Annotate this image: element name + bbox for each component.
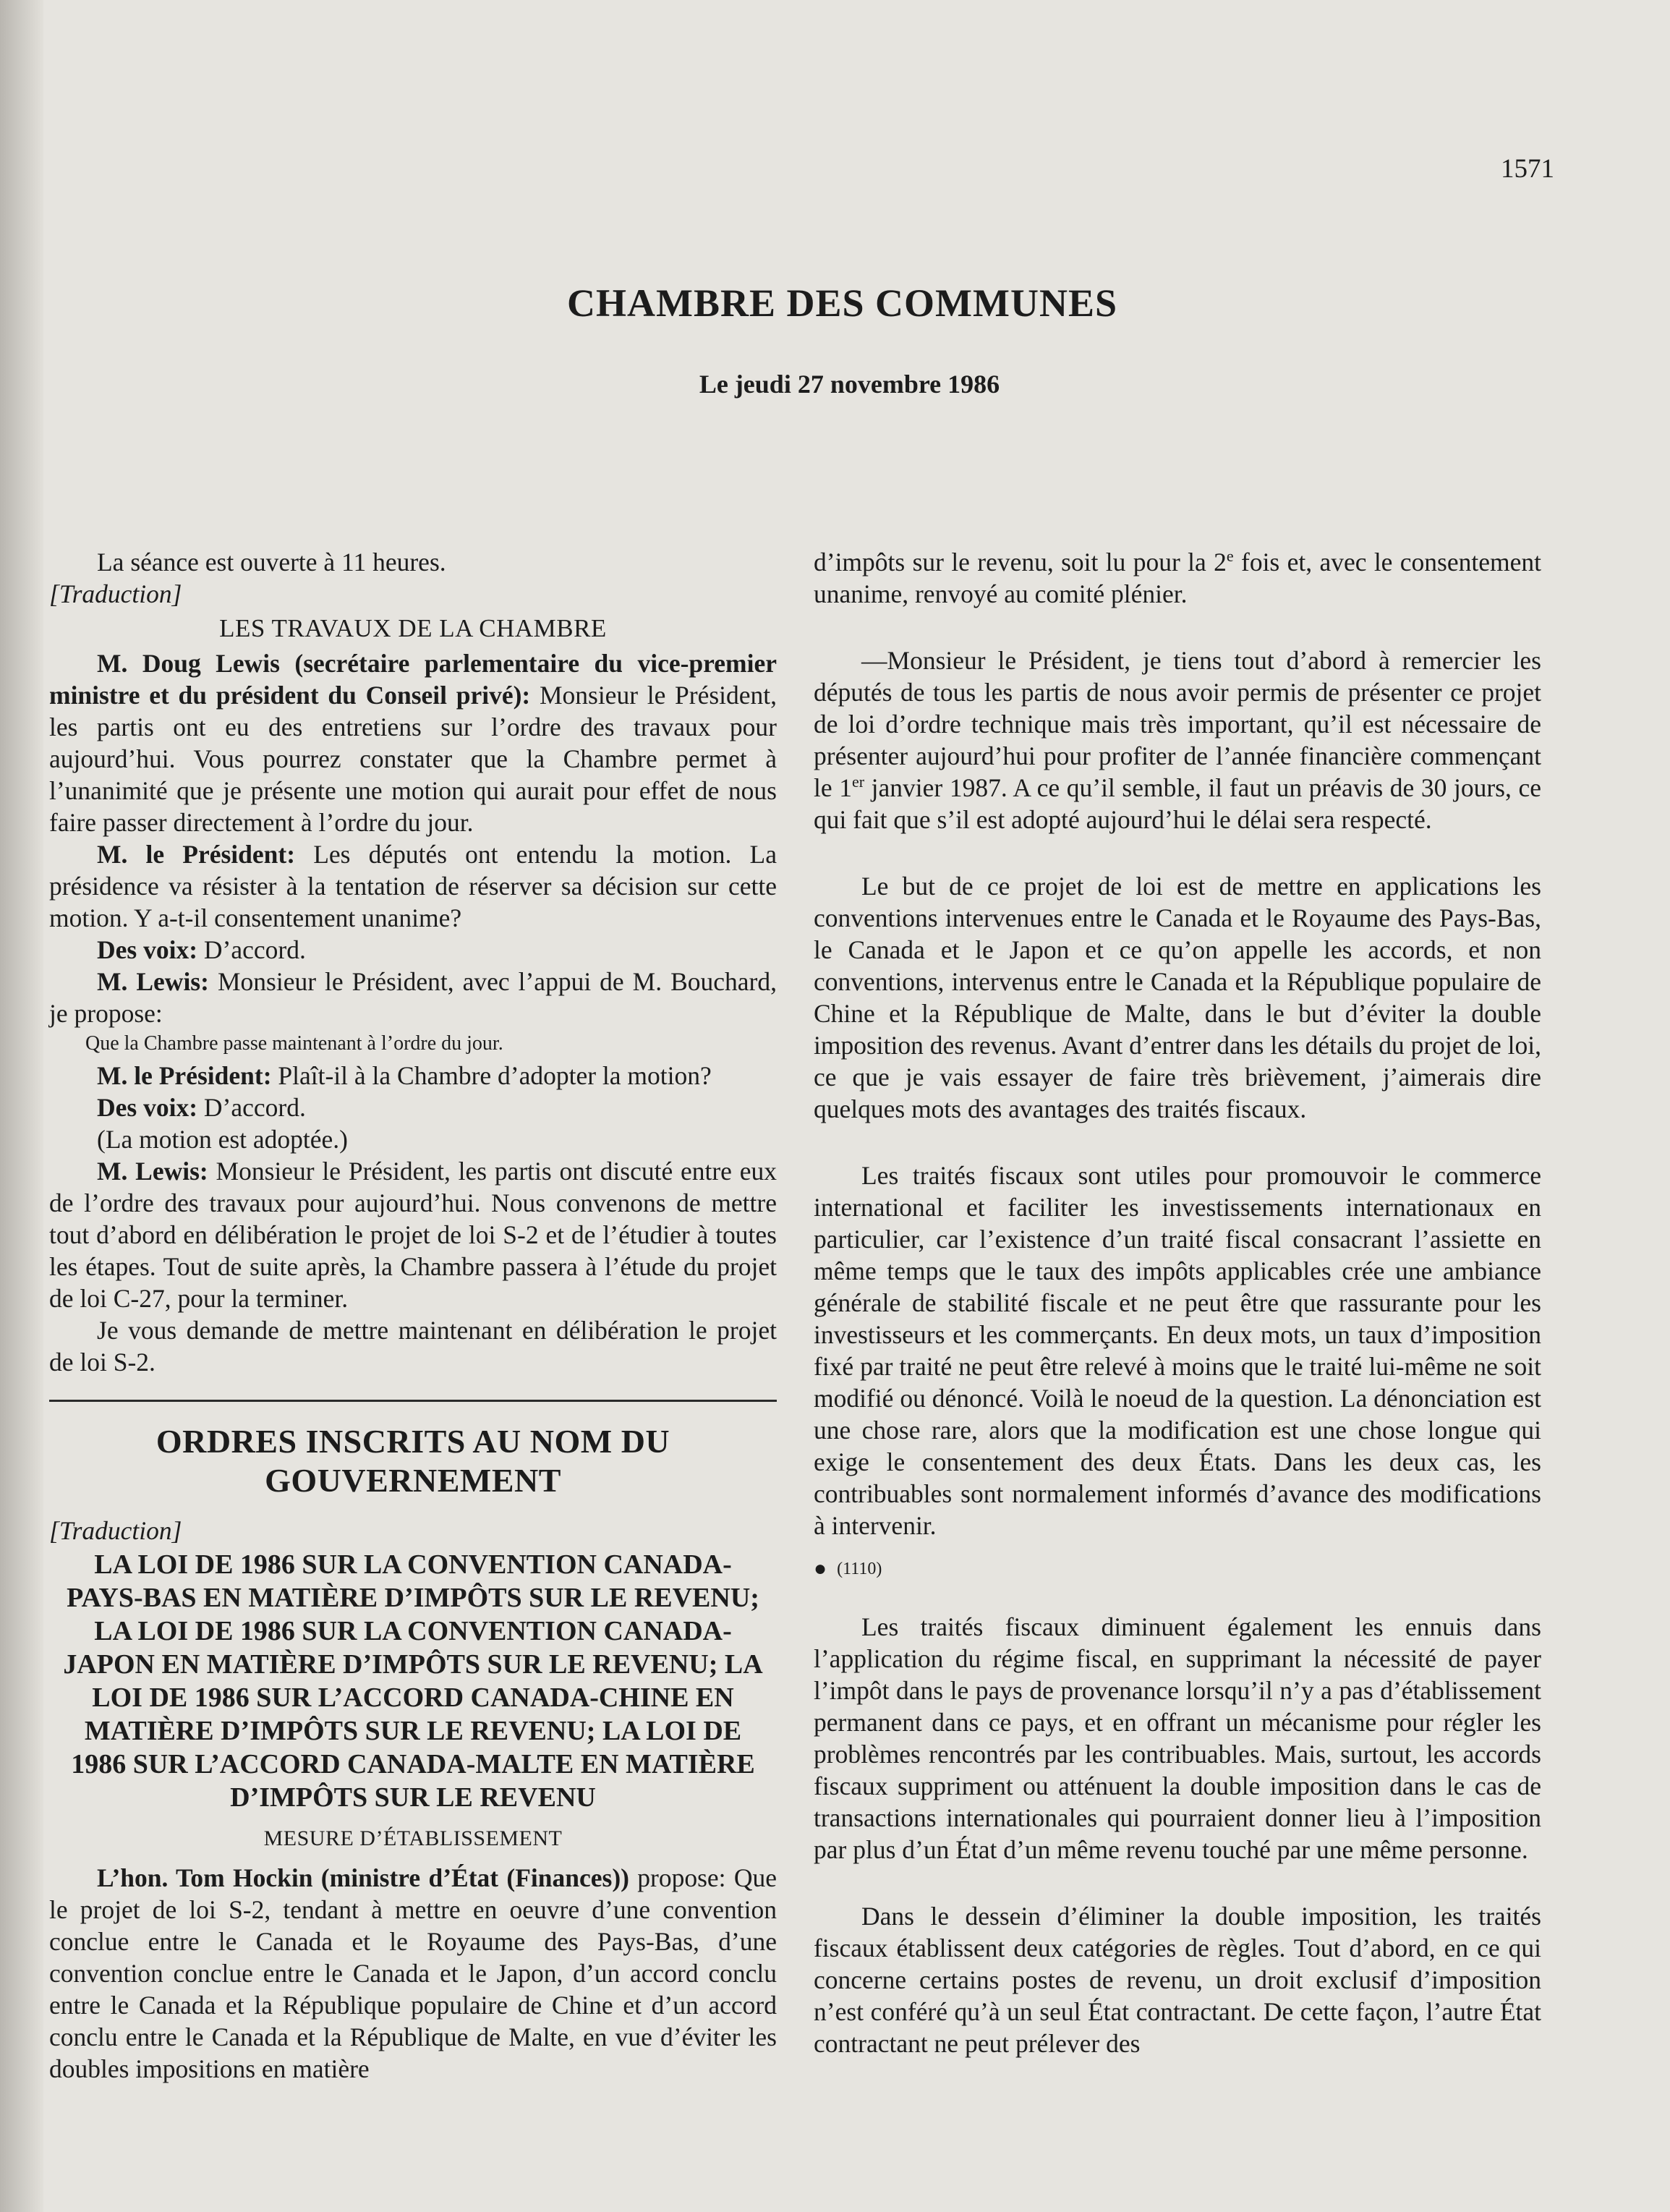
section-title-line: GOUVERNEMENT [265,1462,561,1499]
sitting-date: Le jeudi 27 novembre 1986 [699,370,1000,399]
opening-line: La séance est ouverte à 11 heures. [97,548,446,577]
speech-paragraph [49,934,777,966]
speech-paragraph [49,1092,777,1123]
speech-paragraph: Le but de ce projet de loi est de mettre en applications les conventions intervenues entre le Canada et le Royaume des Pays-Bas, le Canada et le Japon et ce qu’on appelle les accords, et non conventions, intervenus entre le Canada et la République populaire de Chine et la République de Malte, dans le but d’éviter la double imposition des revenus. Avant d’entrer dans les détails du projet de loi, ce que je vais essayer de faire très brièvement, j’aimerais dire quelques mots des avantages des traités fiscaux. [814,872,1541,1123]
speech-text: propose: [637,1863,726,1892]
speech-paragraph [814,546,1541,610]
time-marker [814,1553,1541,1585]
section-divider [49,1400,777,1402]
section-title [49,1422,777,1500]
speaker-name: M. Lewis: [97,967,209,996]
speech-text: d’impôts sur le revenu, soit lu pour la 2 [814,548,1227,577]
speech-paragraph: Dans le dessein d’éliminer la double imposition, les traités fiscaux établissent deux catégories de règles. Tout d’abord, en ce qui concerne certains postes de revenu, un droit exclusif d’imposition n’est conféré qu’à un seul État contractant. De cette façon, l’autre État contractant ne peut prélever des [814,1902,1541,2058]
speech-paragraph: Je vous demande de mettre maintenant en délibération le projet de loi S-2. [49,1316,777,1377]
right-column [814,546,1541,2059]
translation-note: [Traduction] [49,579,182,608]
speech-text: D’accord. [203,935,306,964]
motion-adopted: (La motion est adoptée.) [97,1125,348,1154]
speaker-name: M. le Président: [97,840,296,869]
translation-note: [Traduction] [49,1516,182,1545]
section-title-line: ORDRES INSCRITS AU NOM DU [156,1423,670,1460]
speaker-name: M. Lewis: [97,1157,208,1186]
speech-text: —Monsieur le Président, je tiens tout d’abord à remercier les députés de tous les partis de nous avoir permis de présenter ce projet de loi d’ordre technique mais très important, qu’il est nécessaire de présenter aujourd’hui pour profiter de l’année financière commençant le 1 [814,646,1541,802]
speech-paragraph [49,1862,777,2085]
speaker-name: Des voix: [97,935,198,964]
speaker-name: M. Doug Lewis (secrétaire parlementaire du vice-premier ministre et du président du Conseil privé): [49,649,777,710]
speech-text: Monsieur le Président, les partis ont discuté entre eux de l’ordre des travaux pour aujourd’hui. Nous convenons de mettre tout d’abord en délibération le projet de loi S-2 et de l’étudier à toutes les étapes. Tout de suite après, la Chambre passera à l’étude du projet de loi C-27, pour la terminer. [49,1157,777,1313]
speech-text: Monsieur le Président, avec l’appui de M. Bouchard, je propose: [49,967,777,1028]
speech-paragraph [49,647,777,838]
speech-text: janvier 1987. A ce qu’il semble, il faut un préavis de 30 jours, ce qui fait que s’il est adopté aujourd’hui le délai sera respecté. [814,773,1541,834]
spacer [814,610,1541,645]
page-number: 1571 [1501,154,1554,184]
speech-text: fois et, avec le consentement unanime, renvoyé au comité plénier. [814,548,1541,608]
page-title: CHAMBRE DES COMMUNES [566,281,1118,325]
speech-paragraph: Les traités fiscaux diminuent également les ennuis dans l’application du régime fiscal, en supprimant la nécessité de payer l’impôt dans le pays de provenance lorsqu’il n’y a pas d’établissement permanent dans ce pays, et en offrant un mécanisme pour régler les problèmes rencontrés par les contribuables. Mais, surtout, les accords fiscaux suppriment ou atténuent la double imposition dans le cas de transactions internationales qui pourraient donner lieu à l’imposition par plus d’un État d’un même revenu touché par une même personne. [814,1612,1541,1864]
speech-text: Plaît-il à la Chambre d’adopter la motion? [278,1061,712,1090]
speech-paragraph [49,966,777,1029]
bill-title: LA LOI DE 1986 SUR LA CONVENTION CANADA-PAYS-BAS EN MATIÈRE D’IMPÔTS SUR LE REVENU; LA LOI DE 1986 SUR LA CONVENTION CANADA-JAPON EN MATIÈRE D’IMPÔTS SUR LE REVENU; LA LOI DE 1986 SUR L’ACCORD CANADA-CHINE EN MATIÈRE D’IMPÔTS SUR LE REVENU; LA LOI DE 1986 SUR L’ACCORD CANADA-MALTE EN MATIÈRE D’IMPÔTS SUR LE REVENU [63,1549,763,1813]
spacer [814,1125,1541,1160]
speaker-name: L’hon. Tom Hockin (ministre d’État (Finances)) [97,1863,629,1892]
superscript: er [851,773,865,791]
speech-text: Les députés ont entendu la motion. La présidence va résister à la tentation de réserver sa décision sur cette motion. Y a-t-il consentement unanime? [49,840,777,932]
superscript: e [1226,547,1234,566]
speaker-name: Des voix: [97,1093,198,1122]
motion-text: Que la Chambre passe maintenant à l’ordre du jour. [85,1032,503,1055]
spacer [814,1866,1541,1900]
speech-paragraph [49,1155,777,1314]
binding-shadow [0,0,43,2212]
bullet-icon: ● [814,1557,827,1581]
spacer [814,835,1541,870]
speaker-name: M. le Président: [97,1061,272,1090]
speech-paragraph [49,1060,777,1092]
speech-text: D’accord. [203,1093,306,1122]
section-heading-travaux: LES TRAVAUX DE LA CHAMBRE [219,614,607,642]
speech-paragraph: Les traités fiscaux sont utiles pour promouvoir le commerce international et faciliter les investissements internationaux en particulier, car l’existence d’un traité fiscal consacrant l’assiette en même temps que le taux des impôts applicables crée une ambiance générale de stabilité fiscale et ne peut être que rassurante pour les investisseurs et les commerçants. En deux mots, un taux d’imposition fixé par traité ne peut être relevé à moins que le traité lui-même ne soit modifié ou dénoncé. Voilà le noeud de la question. La dénonciation est une chose rare, alors que la modification est une chose longue qui exige le consentement des deux États. Dans les deux cas, les contribuables sont normalement informés d’avance des modifications à intervenir. [814,1161,1541,1540]
time-marker-text: (1110) [837,1560,882,1578]
speech-text: Monsieur le Président, les partis ont eu des entretiens sur l’ordre des travaux pour aujourd’hui. Vous pourrez constater que la Chambre permet à l’unanimité que je présente une motion qui aurait pour effet de nous faire passer directement à l’ordre du jour. [49,681,778,837]
speech-paragraph [814,645,1541,835]
left-column [49,546,777,2085]
measure-heading: MESURE D’ÉTABLISSEMENT [263,1826,563,1850]
speech-paragraph [49,838,777,934]
speech-text: Que le projet de loi S-2, tendant à mettre en oeuvre d’une convention conclue entre le Canada et le Royaume des Pays-Bas, d’une convention conclue entre le Canada et le Japon, d’un accord conclu entre le Canada et la République populaire de Chine et d’un accord conclu entre le Canada et la République de Malte, en vue d’éviter les doubles impositions en matière [49,1863,777,2083]
